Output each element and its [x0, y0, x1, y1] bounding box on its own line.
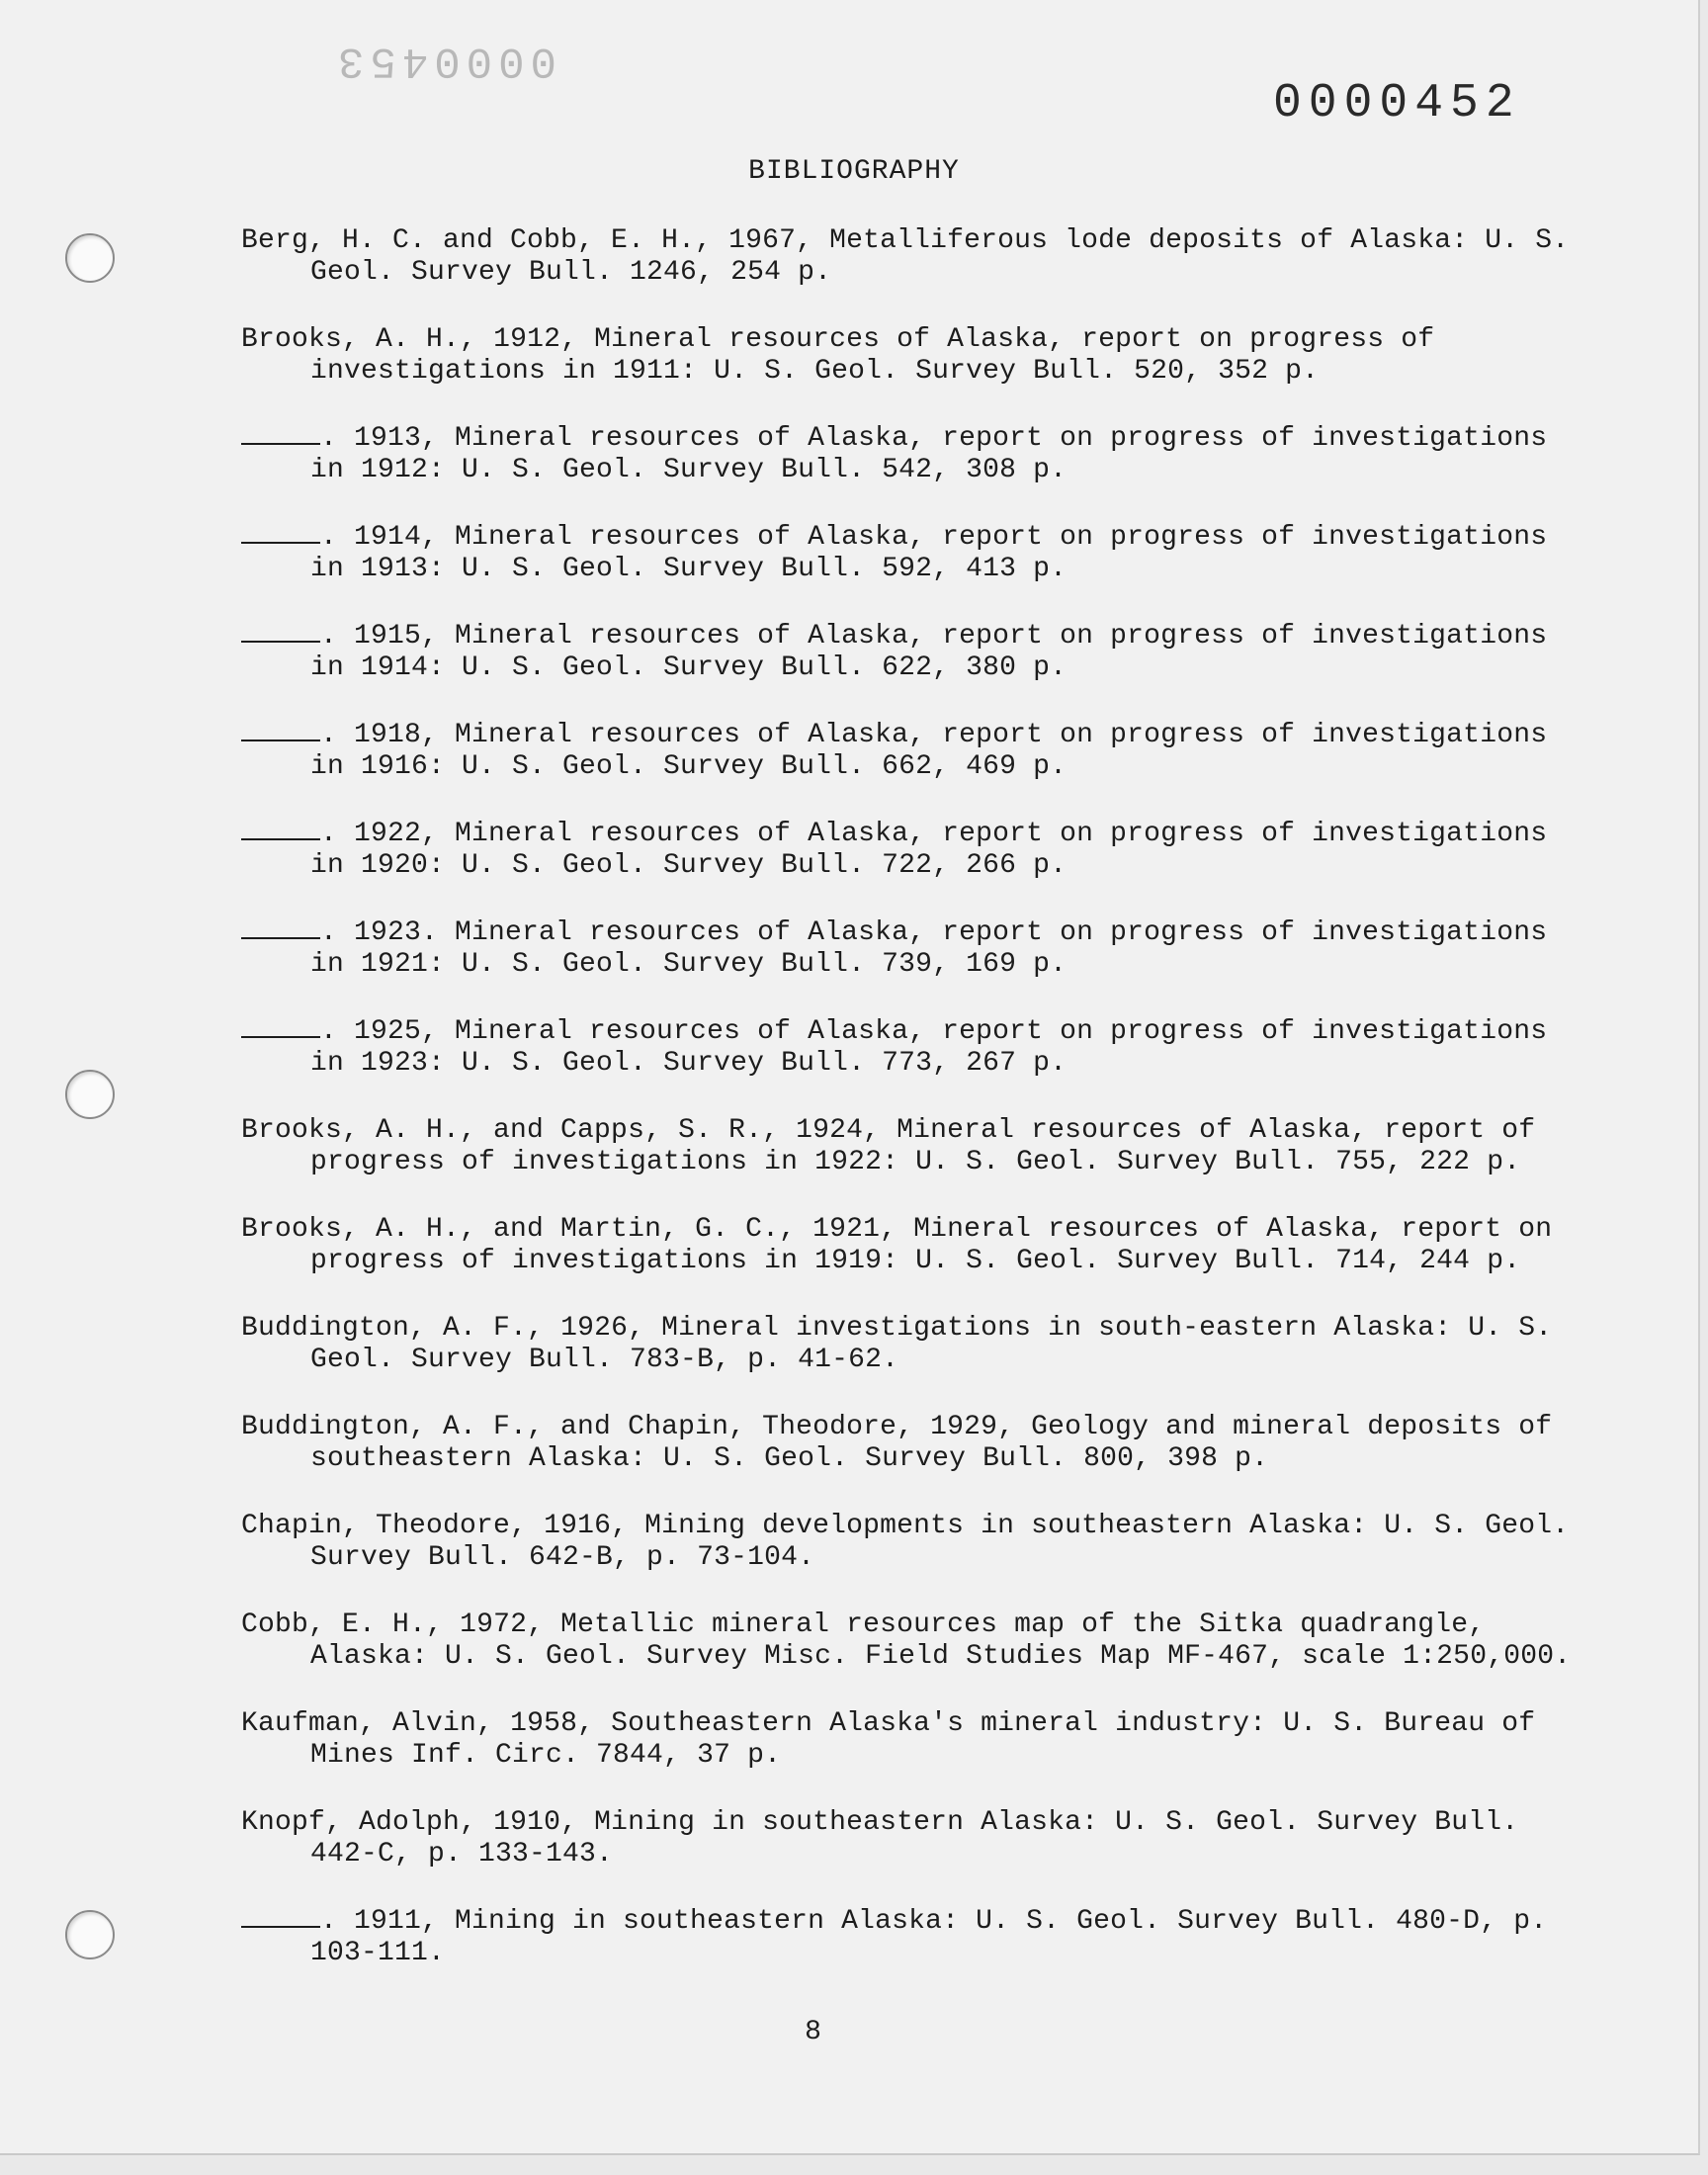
reference-entry	[241, 1511, 1586, 1574]
reference-citation: . 1922, Mineral resources of Alaska, report on progress of investigations in 1920: U. S. Geol. Survey Bull. 722, 266 p.	[310, 819, 1565, 881]
reference-author: Cobb, E. H.,	[241, 1610, 444, 1640]
reference-entry	[241, 225, 1586, 289]
punch-hole	[65, 1070, 115, 1119]
ditto-author-line	[241, 838, 320, 840]
page-title: BIBLIOGRAPHY	[748, 156, 960, 187]
reference-entry	[241, 324, 1576, 388]
reference-author: Knopf, Adolph,	[241, 1807, 477, 1838]
reference-entry	[241, 720, 1576, 783]
reference-entry	[241, 1016, 1576, 1080]
reference-citation: 1967, Metalliferous lode deposits of Alaska: U. S. Geol. Survey Bull. 1246, 254 p.	[310, 225, 1586, 288]
reference-author: Brooks, A. H., and Capps, S. R.,	[241, 1115, 780, 1146]
reference-author: Brooks, A. H., and Martin, G. C.,	[241, 1214, 797, 1245]
ditto-author-line	[241, 1926, 320, 1928]
reference-citation: . 1913, Mineral resources of Alaska, report on progress of investigations in 1912: U. S. Geol. Survey Bull. 542, 308 p.	[310, 423, 1565, 485]
reference-author: Berg, H. C. and Cobb, E. H.,	[241, 225, 713, 256]
reference-author: Buddington, A. F., and Chapin, Theodore,	[241, 1412, 914, 1442]
reference-citation: . 1925, Mineral resources of Alaska, report on progress of investigations in 1923: U. S. Geol. Survey Bull. 773, 267 p.	[310, 1016, 1565, 1079]
punch-hole	[65, 233, 115, 283]
reference-entry	[241, 1115, 1576, 1178]
page-number: 8	[805, 2017, 821, 2047]
reference-entry	[241, 1412, 1576, 1475]
reference-entry	[241, 1214, 1576, 1277]
ditto-author-line	[241, 740, 320, 741]
reference-entry	[241, 1610, 1576, 1673]
reference-citation: . 1911, Mining in southeastern Alaska: U. S. Geol. Survey Bull. 480-D, p. 103-111.	[310, 1906, 1565, 1968]
reference-citation: 1924, Mineral resources of Alaska, report of progress of investigations in 1922: U. S. Geol. Survey Bull. 755, 222 p.	[310, 1115, 1553, 1177]
reference-citation: 1972, Metallic mineral resources map of the Sitka quadrangle, Alaska: U. S. Geol. Survey Misc. Field Studies Map MF-467, scale 1:250,000.	[310, 1610, 1572, 1672]
reference-list	[241, 225, 1586, 2005]
reference-citation: 1926, Mineral investigations in south-eastern Alaska: U. S. Geol. Survey Bull. 783-B, p. 41-62.	[310, 1313, 1570, 1375]
reference-entry	[241, 423, 1576, 486]
reference-author: Chapin, Theodore,	[241, 1511, 528, 1541]
reference-entry	[241, 1708, 1576, 1772]
document-stamp-number: 0000452	[1273, 77, 1521, 130]
reference-author: Buddington, A. F.,	[241, 1313, 545, 1344]
reference-entry	[241, 917, 1576, 981]
reference-citation: . 1915, Mineral resources of Alaska, report on progress of investigations in 1914: U. S. Geol. Survey Bull. 622, 380 p.	[310, 621, 1565, 683]
reference-citation: 1916, Mining developments in southeastern Alaska: U. S. Geol. Survey Bull. 642-B, p. 73-104.	[310, 1511, 1586, 1573]
reference-citation: 1958, Southeastern Alaska's mineral industry: U. S. Bureau of Mines Inf. Circ. 7844, 37 p.	[310, 1708, 1553, 1771]
reference-citation: . 1914, Mineral resources of Alaska, report on progress of investigations in 1913: U. S. Geol. Survey Bull. 592, 413 p.	[310, 522, 1565, 584]
ditto-author-line	[241, 1036, 320, 1038]
faint-stamp-number: 0000453	[332, 36, 556, 85]
reference-entry	[241, 1807, 1576, 1870]
reference-entry	[241, 522, 1576, 585]
ditto-author-line	[241, 542, 320, 544]
punch-hole	[65, 1910, 115, 1959]
reference-entry	[241, 819, 1576, 882]
reference-citation: . 1923. Mineral resources of Alaska, report on progress of investigations in 1921: U. S. Geol. Survey Bull. 739, 169 p.	[310, 917, 1565, 980]
reference-entry	[241, 1313, 1576, 1376]
ditto-author-line	[241, 641, 320, 643]
reference-entry	[241, 1906, 1576, 1969]
reference-citation: 1910, Mining in southeastern Alaska: U. S. Geol. Survey Bull. 442-C, p. 133-143.	[310, 1807, 1536, 1870]
reference-citation: 1912, Mineral resources of Alaska, report on progress of investigations in 1911: U. S. Geol. Survey Bull. 520, 352 p.	[310, 324, 1452, 387]
reference-citation: 1929, Geology and mineral deposits of southeastern Alaska: U. S. Geol. Survey Bull. 800, 398 p.	[310, 1412, 1570, 1474]
reference-author: Brooks, A. H.,	[241, 324, 477, 355]
reference-citation: 1921, Mineral resources of Alaska, report on progress of investigations in 1919: U. S. Geol. Survey Bull. 714, 244 p.	[310, 1214, 1570, 1276]
reference-entry	[241, 621, 1576, 684]
reference-citation: . 1918, Mineral resources of Alaska, report on progress of investigations in 1916: U. S. Geol. Survey Bull. 662, 469 p.	[310, 720, 1565, 782]
reference-author: Kaufman, Alvin,	[241, 1708, 494, 1739]
ditto-author-line	[241, 937, 320, 939]
ditto-author-line	[241, 443, 320, 445]
